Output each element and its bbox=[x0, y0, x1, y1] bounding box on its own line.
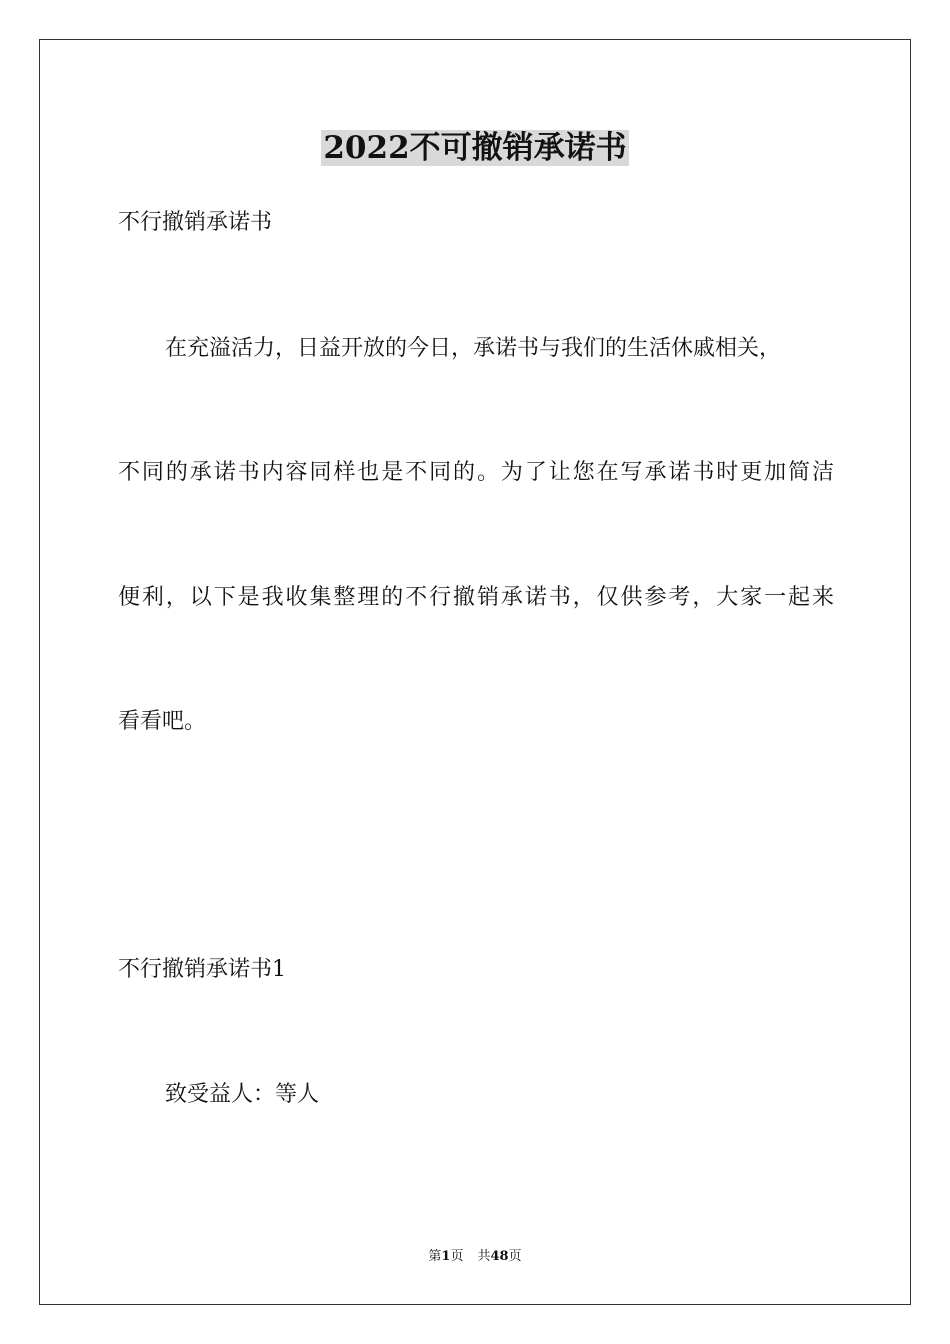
page-footer bbox=[0, 1248, 950, 1266]
document-subtitle: 不行撤销承诺书 bbox=[118, 210, 273, 235]
document-title-text: 2022不可撤销承诺书 bbox=[323, 130, 627, 166]
footer-page-suffix: 页 bbox=[450, 1249, 464, 1264]
footer-total-prefix: 共 bbox=[477, 1249, 491, 1264]
footer-page-prefix: 第 bbox=[428, 1249, 442, 1264]
addressee-line: 致受益人：等人 bbox=[165, 1082, 320, 1107]
footer-page-number: 1 bbox=[441, 1249, 451, 1264]
document-title bbox=[0, 126, 950, 170]
paragraph-line-4: 看看吧。 bbox=[118, 709, 207, 734]
footer-total-suffix: 页 bbox=[508, 1249, 522, 1264]
footer-total-pages: 48 bbox=[490, 1249, 509, 1264]
paragraph-line-3: 便利，以下是我收集整理的不行撤销承诺书，仅供参考，大家一起来 bbox=[118, 585, 834, 610]
paragraph-line-2: 不同的承诺书内容同样也是不同的。为了让您在写承诺书时更加简洁 bbox=[118, 460, 834, 485]
section-heading: 不行撤销承诺书1 bbox=[118, 957, 286, 982]
paragraph-line-1: 在充溢活力，日益开放的今日，承诺书与我们的生活休戚相关， bbox=[165, 336, 782, 361]
